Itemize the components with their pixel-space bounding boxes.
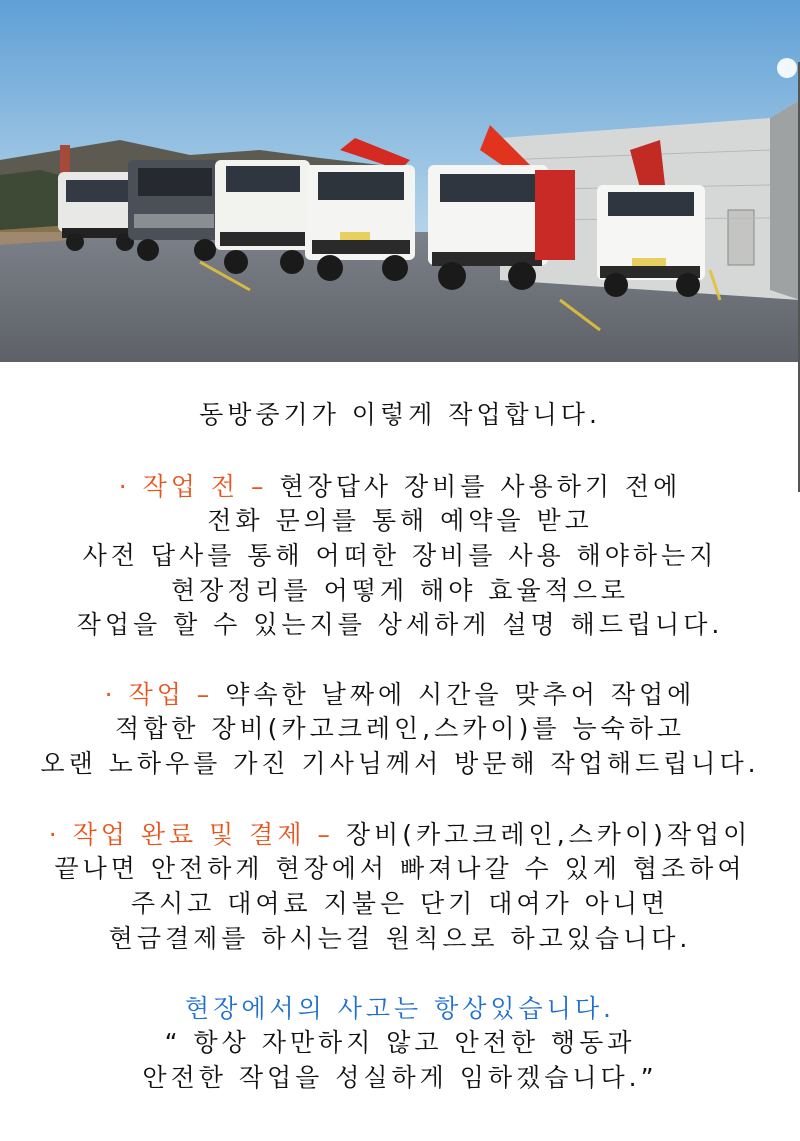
section-3-line: 현금결제를 하시는걸 원칙으로 하고있습니다.: [108, 924, 692, 953]
closing-quote-line-2: 안전한 작업을 성실하게 임하겠습니다.”: [142, 1063, 658, 1092]
section-3-line: 주시고 대여료 지불은 단기 대여가 아니면: [130, 889, 670, 918]
section-1-line: 사전 답사를 통해 어떠한 장비를 사용 해야하는지: [82, 541, 718, 570]
section-1-line: 작업을 할 수 있는지를 상세하게 설명 해드립니다.: [76, 610, 724, 639]
closing-headline: 현장에서의 사고는 항상있습니다.: [185, 994, 615, 1023]
closing-quote-line-1: “ 항상 자만하지 않고 안전한 행동과: [164, 1028, 636, 1057]
section-1-line: 현장정리를 어떻게 해야 효율적으로: [170, 576, 630, 605]
hero-photo: [0, 0, 800, 362]
section-2-line: 적합한 장비(카고크레인,스카이)를 능숙하고: [114, 714, 686, 743]
section-2-heading: · 작업 –: [104, 680, 214, 709]
section-1-first-text: 현장답사 장비를 사용하기 전에: [279, 472, 682, 501]
section-1-heading: · 작업 전 –: [118, 472, 268, 501]
section-3-first-text: 장비(카고크레인,스카이)작업이: [345, 820, 752, 849]
content-body: [0, 362, 800, 1141]
section-1-first-line: [0, 470, 800, 504]
section-2-line: 오랜 노하우를 가진 기사님께서 방문해 작업해드립니다.: [40, 749, 760, 778]
section-3-line: 끝나면 안전하게 현장에서 빠져나갈 수 있게 협조하여: [54, 854, 746, 883]
intro-title: 동방중기가 이렇게 작업합니다.: [199, 400, 601, 429]
section-2-first-line: [0, 678, 800, 712]
section-3-first-line: [0, 818, 800, 852]
section-1-line: 전화 문의를 통해 예약을 받고: [207, 506, 593, 535]
section-3-heading: · 작업 완료 및 결제 –: [48, 820, 334, 849]
section-2-first-text: 약속한 날짜에 시간을 맞추어 작업에: [225, 680, 696, 709]
